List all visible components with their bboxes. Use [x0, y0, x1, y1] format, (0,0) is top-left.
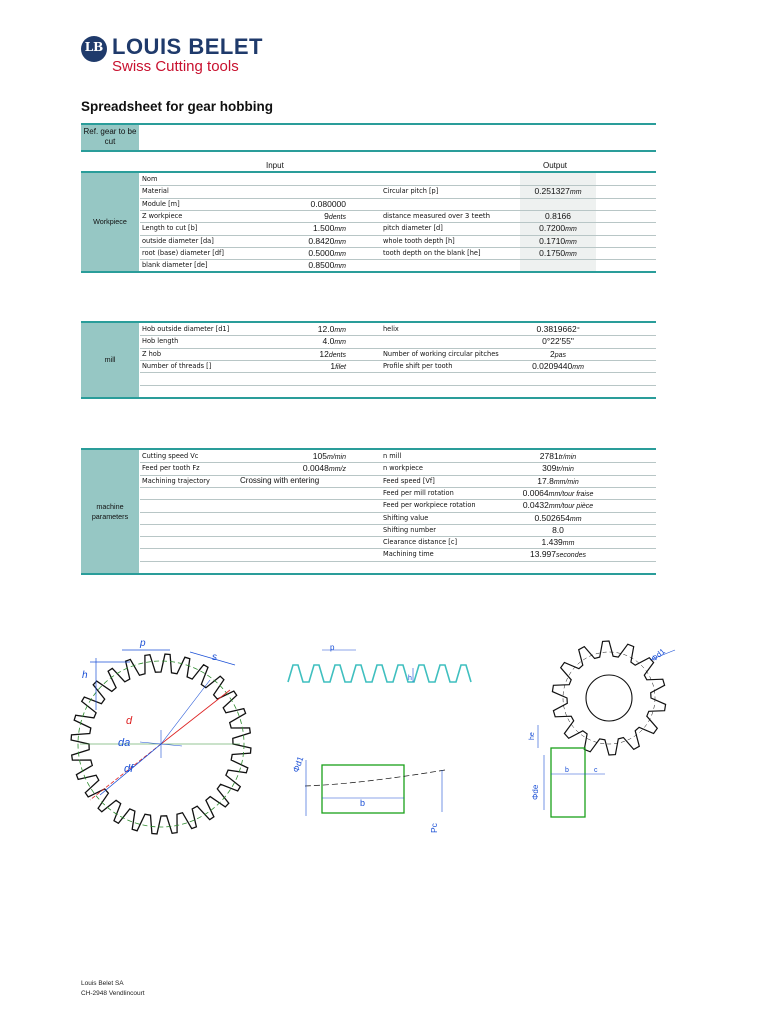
input-value-text: 1 [330, 360, 336, 371]
output-value [520, 360, 596, 374]
output-value-text: 1.439 [541, 537, 563, 548]
output-label-text: Feed per workpiece rotation [383, 501, 476, 510]
output-unit: secondes [556, 552, 586, 560]
input-label: outside diameter [da] [142, 236, 214, 245]
input-unit: mm [334, 339, 346, 347]
output-unit: mm [569, 189, 582, 197]
input-value-text: Crossing with entering [240, 475, 320, 485]
input-unit: dents [328, 213, 346, 221]
output-label-text: tooth depth on the blank [he] [383, 248, 481, 257]
output-value-text: 0.0432 [522, 500, 549, 511]
output-value-text: 13.997 [530, 549, 557, 560]
blank-label-c: c [594, 767, 598, 774]
input-value[interactable] [240, 360, 346, 374]
footer-address: CH-2948 Vendlincourt [81, 990, 145, 997]
output-label [383, 512, 428, 524]
output-label-text: Feed speed [Vf] [383, 476, 435, 485]
output-label-text: Number of working circular pitches [383, 349, 499, 358]
input-label: Length to cut [b] [142, 224, 198, 233]
rack-drawing [288, 643, 471, 682]
input-unit: mm/z [328, 466, 346, 474]
gear-label-d: d [126, 715, 133, 727]
output-label [383, 499, 476, 511]
logo-name: LOUIS BELET [112, 34, 263, 59]
output-value-text: 2 [549, 348, 555, 359]
output-label [383, 210, 490, 222]
output-label [383, 222, 443, 234]
blank-label-he: he [529, 732, 536, 740]
output-label [383, 185, 438, 197]
output-label-extra: 3 teeth [464, 211, 491, 220]
divider [81, 150, 656, 152]
output-unit: mm [565, 250, 577, 258]
blank-label-de: Φde [531, 784, 540, 800]
rack-label-h: h [408, 675, 412, 682]
input-value-text: 0.5000 [308, 247, 335, 258]
input-value-text: 12.0 [317, 324, 335, 334]
output-label [383, 548, 434, 560]
output-label-text: Machining time [383, 550, 434, 559]
output-label-text: n workpiece [383, 464, 423, 473]
technical-drawings [60, 620, 700, 860]
input-unit: mm [334, 263, 346, 271]
output-value-text: 0.0064 [522, 487, 549, 498]
input-label: Module [m] [142, 199, 180, 208]
footer-company: Louis Belet SA [81, 980, 124, 987]
input-value-text: 9 [324, 210, 329, 221]
output-label-text: whole tooth depth [h] [383, 236, 455, 245]
hob-label-b: b [360, 798, 366, 808]
hob-label-d1: Φd1 [290, 754, 306, 774]
divider [81, 123, 656, 125]
output-value-text: 0.1750 [539, 247, 566, 258]
input-value-text: 12 [319, 348, 329, 359]
blank-label-b: b [565, 767, 569, 774]
gear-label-s: s [212, 652, 217, 663]
blank-label-d1: Φd1 [649, 646, 667, 664]
output-unit: mm [572, 363, 584, 371]
input-label: blank diameter [de] [142, 261, 208, 270]
output-label-text: Clearance distance [c] [383, 538, 458, 547]
output-label [383, 487, 454, 499]
output-label-text: pitch diameter [d] [383, 224, 443, 233]
input-label: Hob length [142, 337, 179, 346]
output-value [520, 548, 596, 562]
input-value[interactable] [240, 259, 346, 273]
output-value-text: 0°22'55" [542, 336, 574, 347]
output-value-text: 17.8 [537, 475, 554, 486]
output-unit: mm [565, 226, 577, 234]
rack-label-p: p [330, 643, 335, 652]
output-unit: ° [576, 327, 580, 334]
input-value-text: 105 [312, 451, 327, 461]
output-label [383, 450, 401, 462]
logo-tagline: Swiss Cutting tools [112, 58, 239, 75]
input-label: Feed per tooth Fz [142, 464, 200, 473]
output-label [383, 323, 399, 335]
logo-mark: LB [81, 36, 107, 62]
output-value-text: 2781 [539, 451, 559, 461]
output-unit: tr/min [556, 466, 574, 474]
input-value-text: 4.0 [322, 336, 335, 347]
input-label: Number of threads [] [142, 361, 212, 370]
input-unit: m/min [326, 454, 346, 461]
output-label-text: Circular pitch [p] [383, 187, 439, 196]
output-value-text: 0.7200 [539, 223, 566, 234]
gear-label-h: h [82, 670, 88, 681]
output-value-text: 0.0209440 [532, 360, 573, 371]
output-unit: pas [554, 351, 567, 359]
output-label-text: n mill [383, 452, 402, 460]
output-label-text: helix [383, 325, 399, 333]
input-label: Nom [142, 175, 158, 183]
output-unit: mm/tour fraise [548, 490, 594, 498]
output-label [383, 235, 455, 247]
page-title: Spreadsheet for gear hobbing [81, 99, 274, 114]
section-bottom-rule [81, 271, 656, 273]
input-label: Z workpiece [142, 211, 183, 220]
output-unit: mm/min [553, 478, 579, 486]
output-unit: tr/min [558, 454, 577, 461]
input-value-text: 0.0048 [302, 463, 329, 474]
input-label: root (base) diameter [df] [142, 248, 224, 257]
output-unit: mm [565, 238, 577, 246]
gear-label-df: df [124, 763, 134, 775]
input-label: Z hob [142, 349, 162, 358]
output-label [383, 536, 457, 548]
output-label-text: Shifting number [383, 525, 437, 534]
output-header: Output [543, 161, 568, 170]
output-unit: mm [569, 515, 582, 523]
gear-drawing [71, 638, 251, 834]
output-value-text: 8.0 [552, 524, 564, 535]
input-label: Cutting speed Vc [142, 452, 199, 460]
input-value-text: 1.500 [313, 223, 335, 234]
input-unit: dents [328, 351, 346, 359]
hob-drawing [290, 755, 445, 833]
output-value-text: 0.1710 [539, 235, 566, 246]
section-bottom-rule [81, 397, 656, 399]
input-value-text: 0.080000 [310, 198, 346, 209]
output-unit: mm/tour pièce [548, 503, 594, 511]
input-unit: mm [334, 250, 346, 258]
section-bottom-rule [81, 573, 656, 575]
output-unit: mm [562, 540, 575, 548]
input-unit: mm [334, 238, 346, 246]
input-value-text: 0.8420 [308, 235, 335, 246]
section-label: mill [81, 323, 139, 397]
blank-drawing [529, 641, 675, 817]
output-value-text: 0.3819662 [536, 324, 577, 334]
section-label: machine parameters [81, 450, 139, 573]
output-value-text: 309 [542, 463, 557, 474]
hob-label-pc: Pc [429, 823, 439, 833]
output-label [383, 524, 436, 536]
output-label-text: Shifting value [383, 513, 429, 522]
input-value-text: 0.8500 [308, 260, 335, 271]
input-unit: mm [334, 226, 346, 234]
output-label-text: Profile shift per tooth [383, 361, 453, 370]
output-value [520, 185, 596, 199]
output-value-text: 0.8166 [545, 210, 571, 221]
input-value[interactable] [240, 475, 346, 488]
input-header: Input [266, 161, 284, 170]
gear-label-p: p [140, 638, 146, 649]
output-label-text: distance measured over [383, 211, 463, 220]
output-label [383, 360, 452, 372]
input-unit: mm [334, 327, 346, 334]
output-label [383, 462, 423, 474]
output-value [520, 247, 596, 261]
input-label: Machining trajectory [142, 476, 210, 485]
input-unit: filet [335, 363, 346, 371]
output-label [383, 475, 435, 487]
output-value-text: 0.251327 [534, 186, 570, 197]
output-label [383, 348, 499, 360]
ref-label: Ref. gear to be cut [81, 125, 139, 150]
row-rule [140, 385, 656, 386]
section-label: Workpiece [81, 173, 139, 271]
gear-label-da: da [118, 737, 131, 749]
input-label: Material [142, 187, 169, 196]
output-label [383, 247, 481, 259]
output-value-text: 0.502654 [534, 512, 570, 523]
input-label: Hob outside diameter [d1] [142, 325, 230, 333]
output-label-text: Feed per mill rotation [383, 488, 454, 497]
